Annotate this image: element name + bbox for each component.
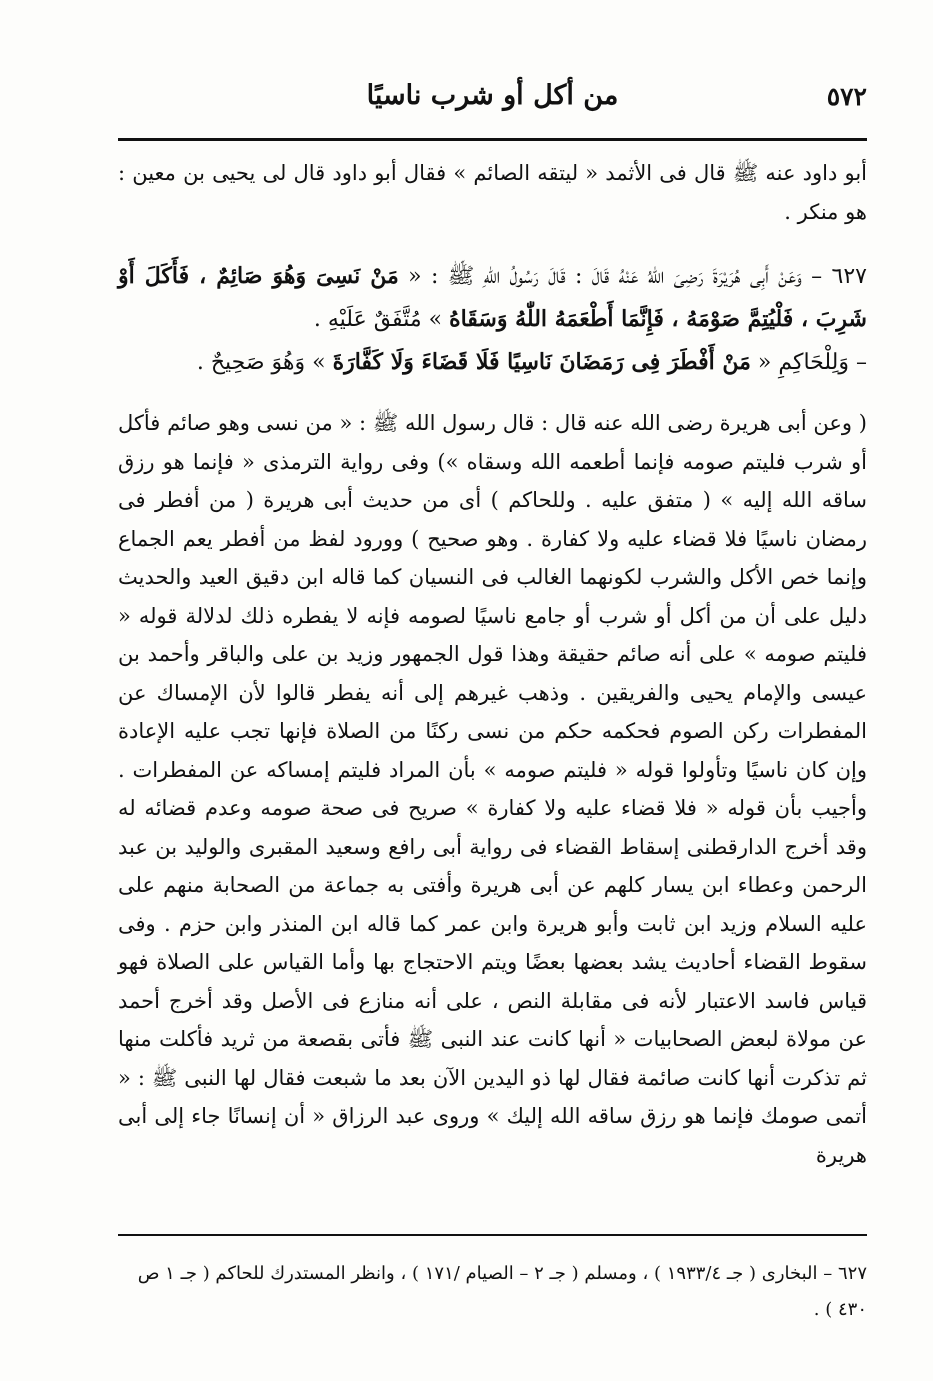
hadith-matn-1: مَنْ نَسِىَ وَهُوَ صَائِمٌ ، فَأَكَلَ أَوْ شَرِبَ ، فَلْيُتِمَّ صَوْمَهُ ، فَإِنَّمَا أَطْعَمَهُ اللّٰهُ وَسَقَاهُ xyxy=(118,263,867,332)
hadith-text xyxy=(118,255,867,384)
page-number: ٥٧٢ xyxy=(826,82,867,111)
footnote-rule xyxy=(118,1234,867,1236)
main-text xyxy=(118,154,867,1174)
hadith-isnad: ٦٢٧ – وَعَنْ أَبِى هُرَيْرَةَ رَضِىَ اللّٰهُ عَنْهُ قَالَ : قَالَ رَسُولُ اللّٰهِ ﷺ : « xyxy=(398,264,867,289)
hadith-hakim-intro: – وَلِلْحَاكِمِ « xyxy=(750,350,867,375)
running-title: من أكل أو شرب ناسيًا xyxy=(366,80,619,111)
hadith-grade: » وَهُوَ صَحِيحٌ . xyxy=(196,350,333,375)
page-header xyxy=(118,78,867,118)
hadith-takhrij-1: » مُتَّفَقٌ عَلَيْهِ . xyxy=(313,307,450,332)
commentary-paragraph: ( وعن أبى هريرة رضى الله عنه قال : قال رسول الله ﷺ : « من نسى وهو صائم فأكل أو شرب فليتم صومه فإنما أطعمه الله وسقاه ») وفى رواية الترمذى « فإنما هو رزق ساقه الله إليه » ( متفق عليه . وللحاكم ) أى من حديث أبى هريرة ( من أفطر فى رمضان ناسيًا فلا قضاء عليه ولا كفارة . وهو صحيح ) وورود لفظ من أفطر يعم الجماع وإنما خص الأكل والشرب لكونهما الغالب فى النسيان كما قاله ابن دقيق العيد والحديث دليل على أن من أكل أو شرب أو جامع ناسيًا لصومه فإنه لا يفطره ذلك لدلالة قوله « فليتم صومه » على أنه صائم حقيقة وهذا قول الجمهور وزيد بن على والباقر وأحمد بن عيسى والإمام يحيى والفريقين . وذهب غيرهم إلى أنه يفطر قالوا لأن الإمساك عن المفطرات ركن الصوم فحكمه حكم من نسى ركنًا من الصلاة فإنها تجب عليه الإعادة وإن كان ناسيًا وتأولوا قوله « فليتم صومه » بأن المراد فليتم إمساكه عن المفطرات . وأجيب بأن قوله « فلا قضاء عليه ولا كفارة » صريح فى صحة صومه وعدم قضائه له وقد أخرج الدارقطنى إسقاط القضاء فى رواية أبى رافع وسعيد المقبرى والوليد بن عبد الرحمن وعطاء ابن يسار كلهم عن أبى هريرة وأفتى به جماعة من الصحابة منهم على عليه السلام وزيد ابن ثابت وأبو هريرة وابن عمر كما قاله ابن المنذر وابن حزم . وفى سقوط القضاء أحاديث يشد بعضها بعضًا ويتم الاحتجاج بها وأما القياس على الصلاة فهو قياس فاسد الاعتبار لأنه فى مقابلة النص ، على أنه منازع فى الأصل وقد أخرج أحمد عن مولاة لبعض الصحابيات « أنها كانت عند النبى ﷺ فأتى بقصعة من ثريد فأكلت منها ثم تذكرت أنها كانت صائمة فقال لها ذو اليدين الآن بعد ما شبعت فقال لها النبى ﷺ : « أتمى صومك فإنما هو رزق ساقه الله إليك » وروى عبد الرزاق « أن إنسانًا جاء إلى أبى هريرة xyxy=(118,411,868,1167)
footnote: ٦٢٧ – البخارى ( جـ ١٩٣٣/٤ ) ، ومسلم ( جـ ٢ – الصيام /١٧١ ) ، وانظر المستدرك للحاكم ( جـ ١ ص ٤٣٠ ) . xyxy=(137,1263,867,1320)
continuation-paragraph: أبو داود عنه ﷺ قال فى الأثمد « ليتقه الصائم » فقال أبو داود قال لى يحيى بن معين : هو منكر . xyxy=(118,161,867,224)
hadith-matn-2: مَنْ أَفْطَرَ فِى رَمَضَانَ نَاسِيًا فَلَا قَضَاءَ وَلَا كَفَّارَةَ xyxy=(332,349,751,375)
header-rule xyxy=(118,138,867,141)
